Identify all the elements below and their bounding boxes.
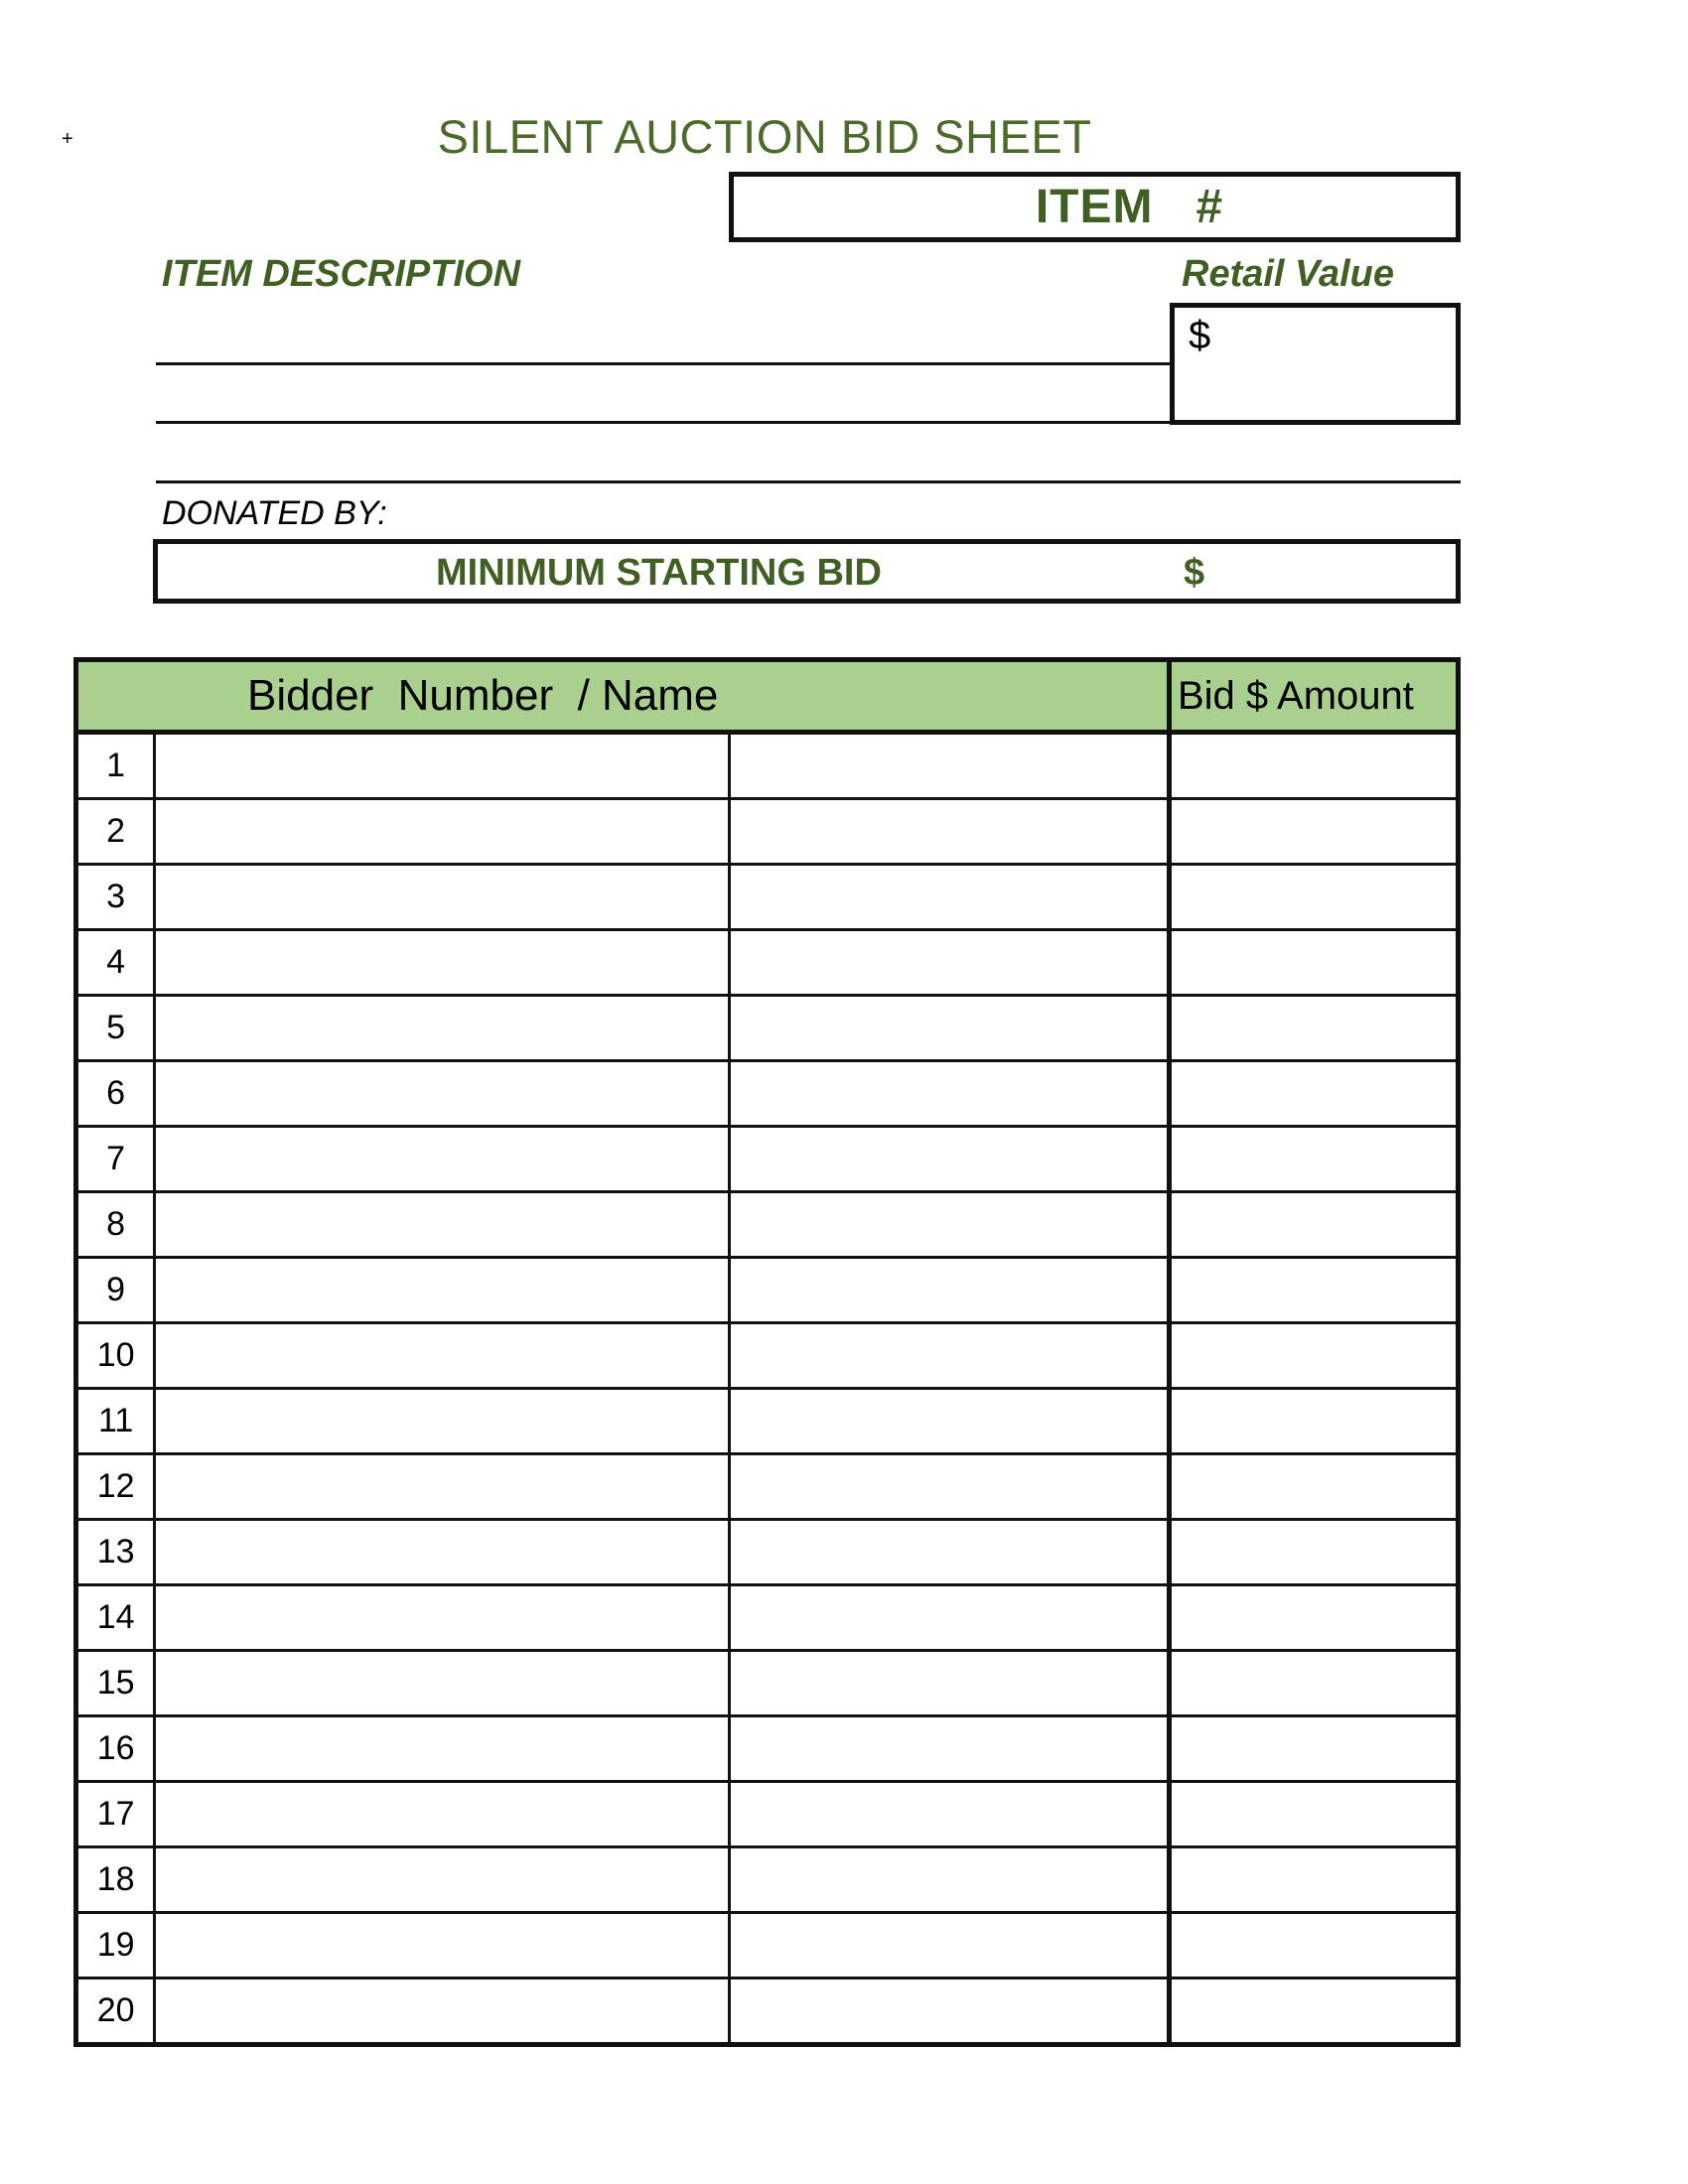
bidder-name-cell[interactable] <box>730 799 1170 865</box>
corner-plus-mark: + <box>62 128 73 150</box>
donated-by-label: DONATED BY: <box>162 494 387 532</box>
row-number: 7 <box>76 1127 155 1192</box>
table-row <box>76 1782 1459 1847</box>
item-number-box[interactable] <box>729 172 1461 242</box>
bid-amount-cell[interactable] <box>1169 1061 1458 1127</box>
table-row <box>76 1651 1459 1716</box>
table-row <box>76 1847 1459 1913</box>
row-number: 14 <box>76 1585 155 1651</box>
bidder-name-cell[interactable] <box>730 865 1170 930</box>
bidder-name-cell[interactable] <box>730 1192 1170 1258</box>
bid-amount-header: Bid $ Amount <box>1169 660 1458 733</box>
table-row <box>76 1913 1459 1979</box>
bidder-number-cell[interactable] <box>155 1651 730 1716</box>
bidder-number-cell[interactable] <box>155 1127 730 1192</box>
bid-amount-cell[interactable] <box>1169 1192 1458 1258</box>
bid-amount-cell[interactable] <box>1169 1979 1458 2045</box>
row-number: 3 <box>76 865 155 930</box>
bid-amount-cell[interactable] <box>1169 1913 1458 1979</box>
bid-amount-cell[interactable] <box>1169 1716 1458 1782</box>
table-row <box>76 1389 1459 1454</box>
table-row <box>76 1127 1459 1192</box>
row-number: 9 <box>76 1258 155 1323</box>
bid-rows <box>76 733 1459 2045</box>
bidder-name-cell[interactable] <box>730 733 1170 799</box>
table-row <box>76 1454 1459 1520</box>
bid-amount-cell[interactable] <box>1169 733 1458 799</box>
page-title: SILENT AUCTION BID SHEET <box>437 110 1092 163</box>
bidder-name-cell[interactable] <box>730 1979 1170 2045</box>
row-number: 13 <box>76 1520 155 1585</box>
retail-value-box[interactable] <box>1170 303 1461 425</box>
bidder-name-cell[interactable] <box>730 996 1170 1061</box>
bidder-number-cell[interactable] <box>155 1454 730 1520</box>
item-number-label: ITEM # <box>1035 181 1224 233</box>
table-row <box>76 1520 1459 1585</box>
minimum-starting-bid-currency: $ <box>1184 552 1205 594</box>
bidder-number-cell[interactable] <box>155 799 730 865</box>
bidder-number-cell[interactable] <box>155 1192 730 1258</box>
table-row <box>76 1585 1459 1651</box>
bid-amount-cell[interactable] <box>1169 1585 1458 1651</box>
table-row <box>76 1716 1459 1782</box>
bidder-name-cell[interactable] <box>730 930 1170 996</box>
bidder-name-cell[interactable] <box>730 1782 1170 1847</box>
bidder-number-cell[interactable] <box>155 1258 730 1323</box>
bidder-name-cell[interactable] <box>730 1585 1170 1651</box>
table-row <box>76 1258 1459 1323</box>
bidder-name-cell[interactable] <box>730 1258 1170 1323</box>
bidder-number-cell[interactable] <box>155 1847 730 1913</box>
table-row <box>76 799 1459 865</box>
row-number: 6 <box>76 1061 155 1127</box>
bidder-name-cell[interactable] <box>730 1323 1170 1389</box>
table-row <box>76 996 1459 1061</box>
bidder-number-cell[interactable] <box>155 1520 730 1585</box>
row-number: 15 <box>76 1651 155 1716</box>
bid-amount-cell[interactable] <box>1169 930 1458 996</box>
bidder-number-cell[interactable] <box>155 1782 730 1847</box>
bidder-name-cell[interactable] <box>730 1520 1170 1585</box>
bid-amount-cell[interactable] <box>1169 1520 1458 1585</box>
row-number: 19 <box>76 1913 155 1979</box>
bidder-name-cell[interactable] <box>730 1913 1170 1979</box>
row-number: 17 <box>76 1782 155 1847</box>
bid-amount-cell[interactable] <box>1169 1127 1458 1192</box>
bidder-number-cell[interactable] <box>155 930 730 996</box>
row-number: 11 <box>76 1389 155 1454</box>
bidder-name-cell[interactable] <box>730 1389 1170 1454</box>
table-row <box>76 1979 1459 2045</box>
item-description-line-1[interactable] <box>156 362 1170 365</box>
row-number: 10 <box>76 1323 155 1389</box>
table-row <box>76 930 1459 996</box>
bidder-number-cell[interactable] <box>155 1323 730 1389</box>
item-description-line-3[interactable] <box>156 480 1461 483</box>
row-number: 1 <box>76 733 155 799</box>
row-number: 12 <box>76 1454 155 1520</box>
bidder-number-cell[interactable] <box>155 1913 730 1979</box>
bid-amount-cell[interactable] <box>1169 865 1458 930</box>
minimum-starting-bid-label: MINIMUM STARTING BID <box>436 552 882 594</box>
bidder-number-cell[interactable] <box>155 1061 730 1127</box>
bidder-number-cell[interactable] <box>155 865 730 930</box>
bidder-name-cell[interactable] <box>730 1454 1170 1520</box>
row-number: 5 <box>76 996 155 1061</box>
bidder-name-cell[interactable] <box>730 1061 1170 1127</box>
bidder-name-cell[interactable] <box>730 1651 1170 1716</box>
bidder-name-cell[interactable] <box>730 1716 1170 1782</box>
bid-amount-cell[interactable] <box>1169 1258 1458 1323</box>
bidder-number-cell[interactable] <box>155 733 730 799</box>
bid-amount-cell[interactable] <box>1169 1323 1458 1389</box>
bidder-name-cell[interactable] <box>730 1847 1170 1913</box>
row-number: 8 <box>76 1192 155 1258</box>
row-number: 2 <box>76 799 155 865</box>
bid-amount-cell[interactable] <box>1169 1847 1458 1913</box>
row-number: 16 <box>76 1716 155 1782</box>
item-description-line-2[interactable] <box>156 421 1170 424</box>
bid-amount-cell[interactable] <box>1169 1782 1458 1847</box>
retail-value-label: Retail Value <box>1182 253 1395 295</box>
bid-amount-cell[interactable] <box>1169 1651 1458 1716</box>
bidder-number-cell[interactable] <box>155 1389 730 1454</box>
table-row <box>76 1192 1459 1258</box>
item-description-label: ITEM DESCRIPTION <box>162 253 521 295</box>
bid-amount-cell[interactable] <box>1169 799 1458 865</box>
bid-table-header <box>76 660 1459 733</box>
row-number: 4 <box>76 930 155 996</box>
bidder-name-header: Bidder Number / Name <box>76 660 1170 733</box>
bid-table <box>73 657 1461 2047</box>
retail-value-currency: $ <box>1189 314 1211 357</box>
bid-amount-cell[interactable] <box>1169 1454 1458 1520</box>
row-number: 20 <box>76 1979 155 2045</box>
bidder-number-cell[interactable] <box>155 1585 730 1651</box>
minimum-starting-bid-box[interactable] <box>153 539 1461 604</box>
row-number: 18 <box>76 1847 155 1913</box>
bidder-number-cell[interactable] <box>155 1979 730 2045</box>
bid-amount-cell[interactable] <box>1169 996 1458 1061</box>
table-row <box>76 1323 1459 1389</box>
table-row <box>76 733 1459 799</box>
bidder-number-cell[interactable] <box>155 996 730 1061</box>
bidder-number-cell[interactable] <box>155 1716 730 1782</box>
bid-amount-cell[interactable] <box>1169 1389 1458 1454</box>
bidder-name-cell[interactable] <box>730 1127 1170 1192</box>
table-row <box>76 865 1459 930</box>
table-row <box>76 1061 1459 1127</box>
